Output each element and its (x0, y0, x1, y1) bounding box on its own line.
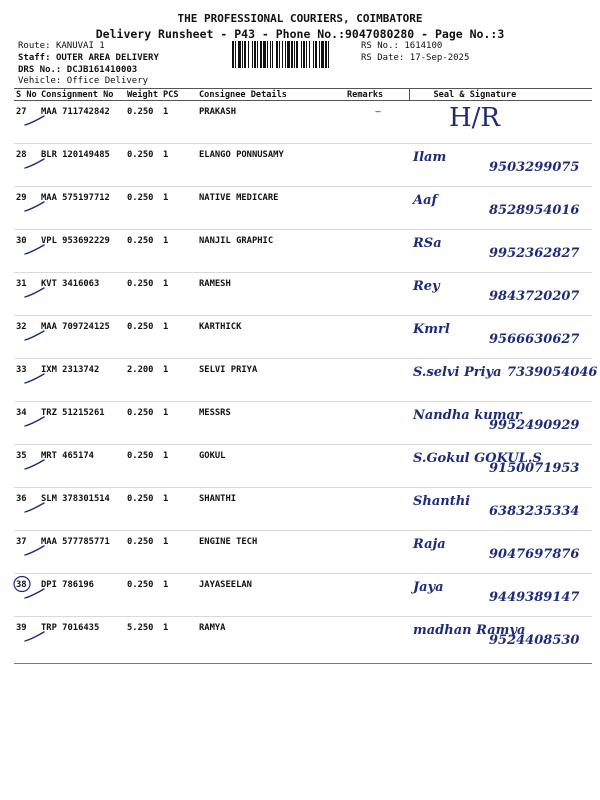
cell-signature (409, 273, 592, 316)
cell-weight: 0.250 (125, 144, 161, 187)
cell-sno: 28 (14, 144, 39, 187)
table-row (14, 187, 592, 230)
handwritten-signature: Rey (413, 279, 440, 294)
cell-weight: 0.250 (125, 531, 161, 574)
staff-label: Staff: (18, 53, 51, 63)
cell-sno: 32 (14, 316, 39, 359)
cell-sno: 38 (14, 574, 39, 617)
route-line (18, 41, 105, 51)
handwritten-phone: 7339054046 (507, 365, 598, 380)
vehicle-label: Vehicle: (18, 76, 62, 86)
cell-consignment: MAA 577785771 (39, 531, 125, 574)
cell-consignee: NANJIL GRAPHIC (197, 230, 345, 273)
handwritten-phone: 9449389147 (489, 590, 580, 605)
cell-consignment: TRP 7016435 (39, 617, 125, 664)
cell-weight: 0.250 (125, 230, 161, 273)
pen-circle-mark (13, 575, 31, 593)
cell-sno: 36 (14, 488, 39, 531)
col-sno: S No (14, 89, 39, 101)
drs-line (18, 65, 137, 75)
handwritten-phone: 9047697876 (489, 547, 580, 562)
cell-weight: 0.250 (125, 402, 161, 445)
cell-consignment: KVT 3416063 (39, 273, 125, 316)
cell-remark (345, 445, 409, 488)
cell-pcs: 1 (161, 617, 197, 664)
cell-remark (345, 273, 409, 316)
cell-remark (345, 359, 409, 402)
col-seal: Seal & Signature (409, 89, 592, 101)
cell-pcs: 1 (161, 187, 197, 230)
handwritten-phone: 9952362827 (489, 246, 580, 261)
cell-consignee: NATIVE MEDICARE (197, 187, 345, 230)
cell-consignment: MRT 465174 (39, 445, 125, 488)
pen-tick-mark (24, 285, 46, 301)
cell-remark (345, 574, 409, 617)
cell-consignee: RAMESH (197, 273, 345, 316)
handwritten-signature: Nandha kumar (413, 408, 522, 423)
table-row (14, 531, 592, 574)
cell-consignment: DPI 786196 (39, 574, 125, 617)
table-row (14, 574, 592, 617)
cell-consignee: KARTHICK (197, 316, 345, 359)
table-row (14, 402, 592, 445)
rs-no-value: 1614100 (404, 41, 443, 51)
pen-tick-mark (24, 328, 46, 344)
cell-consignment: VPL 953692229 (39, 230, 125, 273)
pen-tick-mark (24, 500, 46, 516)
cell-remark (345, 144, 409, 187)
cell-consignee: SHANTHI (197, 488, 345, 531)
cell-sno: 39 (14, 617, 39, 664)
cell-consignee: RAMYA (197, 617, 345, 664)
cell-sno: 30 (14, 230, 39, 273)
rs-date-label: RS Date: (361, 53, 405, 63)
staff-line (18, 53, 159, 63)
cell-consignee: JAYASEELAN (197, 574, 345, 617)
runsheet-title: Delivery Runsheet - P43 - Phone No.:9047080280 - Page No.:3 (95, 27, 505, 41)
cell-pcs: 1 (161, 445, 197, 488)
handwritten-phone: 9524408530 (489, 633, 580, 648)
cell-remark (345, 187, 409, 230)
cell-signature (409, 316, 592, 359)
pen-tick-mark (24, 199, 46, 215)
cell-weight: 0.250 (125, 187, 161, 230)
table-row (14, 230, 592, 273)
cell-pcs: 1 (161, 230, 197, 273)
cell-remark (345, 488, 409, 531)
cell-sno: 33 (14, 359, 39, 402)
table-row (14, 273, 592, 316)
handwritten-phone: 6383235334 (489, 504, 580, 519)
handwritten-signature: S.selvi Priya (413, 365, 502, 380)
cell-weight: 0.250 (125, 488, 161, 531)
pen-tick-mark (24, 371, 46, 387)
cell-consignee: MESSRS (197, 402, 345, 445)
cell-weight: 5.250 (125, 617, 161, 664)
cell-remark (345, 402, 409, 445)
rs-no-line (361, 41, 442, 51)
cell-signature (409, 187, 592, 230)
cell-consignee: SELVI PRIYA (197, 359, 345, 402)
cell-pcs: 1 (161, 402, 197, 445)
company-name: THE PROFESSIONAL COURIERS, COIMBATORE (177, 12, 423, 25)
cell-consignee: GOKUL (197, 445, 345, 488)
handwritten-phone: 9503299075 (489, 160, 580, 175)
cell-signature (409, 402, 592, 445)
pen-tick-mark (24, 113, 46, 129)
cell-sno: 35 (14, 445, 39, 488)
cell-consignee: ENGINE TECH (197, 531, 345, 574)
cell-consignment: MAA 711742842 (39, 101, 125, 144)
pen-tick-mark (24, 457, 46, 473)
cell-weight: 2.200 (125, 359, 161, 402)
cell-weight: 0.250 (125, 574, 161, 617)
runsheet-table (14, 88, 598, 664)
table-row (14, 144, 592, 187)
cell-pcs: 1 (161, 316, 197, 359)
handwritten-signature: Ilam (413, 150, 447, 165)
col-consignee: Consignee Details (197, 89, 345, 101)
col-pcs: PCS (161, 89, 197, 101)
cell-weight: 0.250 (125, 445, 161, 488)
pen-tick-mark (24, 414, 46, 430)
pen-tick-mark (24, 156, 46, 172)
vehicle-line (18, 76, 148, 86)
cell-signature (409, 617, 592, 664)
barcode-image (232, 41, 356, 68)
drs-value: DCJB161410003 (66, 65, 138, 75)
pen-tick-mark (24, 543, 46, 559)
cell-sno: 37 (14, 531, 39, 574)
handwritten-signature: Shanthi (413, 494, 471, 509)
table-row (14, 445, 592, 488)
col-consignment: Consignment No (39, 89, 125, 101)
table-row (14, 316, 592, 359)
handwritten-phone: 9843720207 (489, 289, 580, 304)
cell-signature (409, 230, 592, 273)
cell-pcs: 1 (161, 273, 197, 316)
col-weight: Weight (125, 89, 161, 101)
handwritten-signature: Raja (413, 537, 446, 552)
cell-remark (345, 230, 409, 273)
cell-weight: 0.250 (125, 101, 161, 144)
route-value: KANUVAI 1 (55, 41, 105, 51)
cell-signature (409, 488, 592, 531)
vehicle-value: Office Delivery (66, 76, 149, 86)
rs-date-line (361, 53, 469, 63)
handwritten-signature: S.Gokul GOKUL.S (413, 451, 542, 466)
cell-signature (409, 144, 592, 187)
cell-signature (409, 574, 592, 617)
cell-pcs: 1 (161, 531, 197, 574)
cell-signature (409, 359, 598, 402)
cell-remark (345, 316, 409, 359)
cell-remark (345, 531, 409, 574)
handwritten-phone: 9566630627 (489, 332, 580, 347)
cell-signature (409, 531, 592, 574)
pen-tick-mark (24, 242, 46, 258)
cell-consignee: ELANGO PONNUSAMY (197, 144, 345, 187)
handwritten-signature: Kmrl (413, 322, 450, 337)
cell-pcs: 1 (161, 359, 197, 402)
handwritten-phone: 8528954016 (489, 203, 580, 218)
drs-label: DRS No.: (18, 65, 62, 75)
rs-date-value: 17-Sep-2025 (409, 53, 470, 63)
cell-consignment: MAA 709724125 (39, 316, 125, 359)
table-header-row (14, 89, 592, 101)
col-remarks: Remarks (345, 89, 409, 101)
table-row (14, 617, 592, 664)
cell-sno: 34 (14, 402, 39, 445)
handwritten-signature: Aaf (413, 193, 438, 208)
cell-pcs: 1 (161, 488, 197, 531)
cell-consignment: SLM 378301514 (39, 488, 125, 531)
handwritten-phone: 9150071953 (489, 461, 580, 476)
cell-signature (409, 445, 592, 488)
cell-sno: 27 (14, 101, 39, 144)
cell-consignee: PRAKASH (197, 101, 345, 144)
table-row (14, 101, 592, 144)
cell-signature (409, 101, 592, 144)
cell-pcs: 1 (161, 574, 197, 617)
cell-weight: 0.250 (125, 273, 161, 316)
handwritten-signature: madhan Ramya (413, 623, 526, 638)
cell-consignment: BLR 120149485 (39, 144, 125, 187)
handwritten-signature: RSa (413, 236, 442, 251)
staff-value: OUTER AREA DELIVERY (55, 53, 159, 63)
cell-consignment: MAA 575197712 (39, 187, 125, 230)
cell-pcs: 1 (161, 144, 197, 187)
cell-weight: 0.250 (125, 316, 161, 359)
handwritten-signature: H/R (449, 103, 501, 133)
handwritten-signature: Jaya (413, 580, 444, 595)
cell-consignment: IXM 2313742 (39, 359, 125, 402)
table-row (14, 359, 592, 402)
cell-pcs: 1 (161, 101, 197, 144)
pen-tick-mark (24, 629, 46, 645)
table-row (14, 488, 592, 531)
cell-remark (345, 617, 409, 664)
handwritten-phone: 9952490929 (489, 418, 580, 433)
cell-sno: 31 (14, 273, 39, 316)
route-label: Route: (18, 41, 51, 51)
cell-remark: — (345, 101, 409, 144)
cell-consignment: TRZ 51215261 (39, 402, 125, 445)
rs-no-label: RS No.: (361, 41, 399, 51)
cell-sno: 29 (14, 187, 39, 230)
